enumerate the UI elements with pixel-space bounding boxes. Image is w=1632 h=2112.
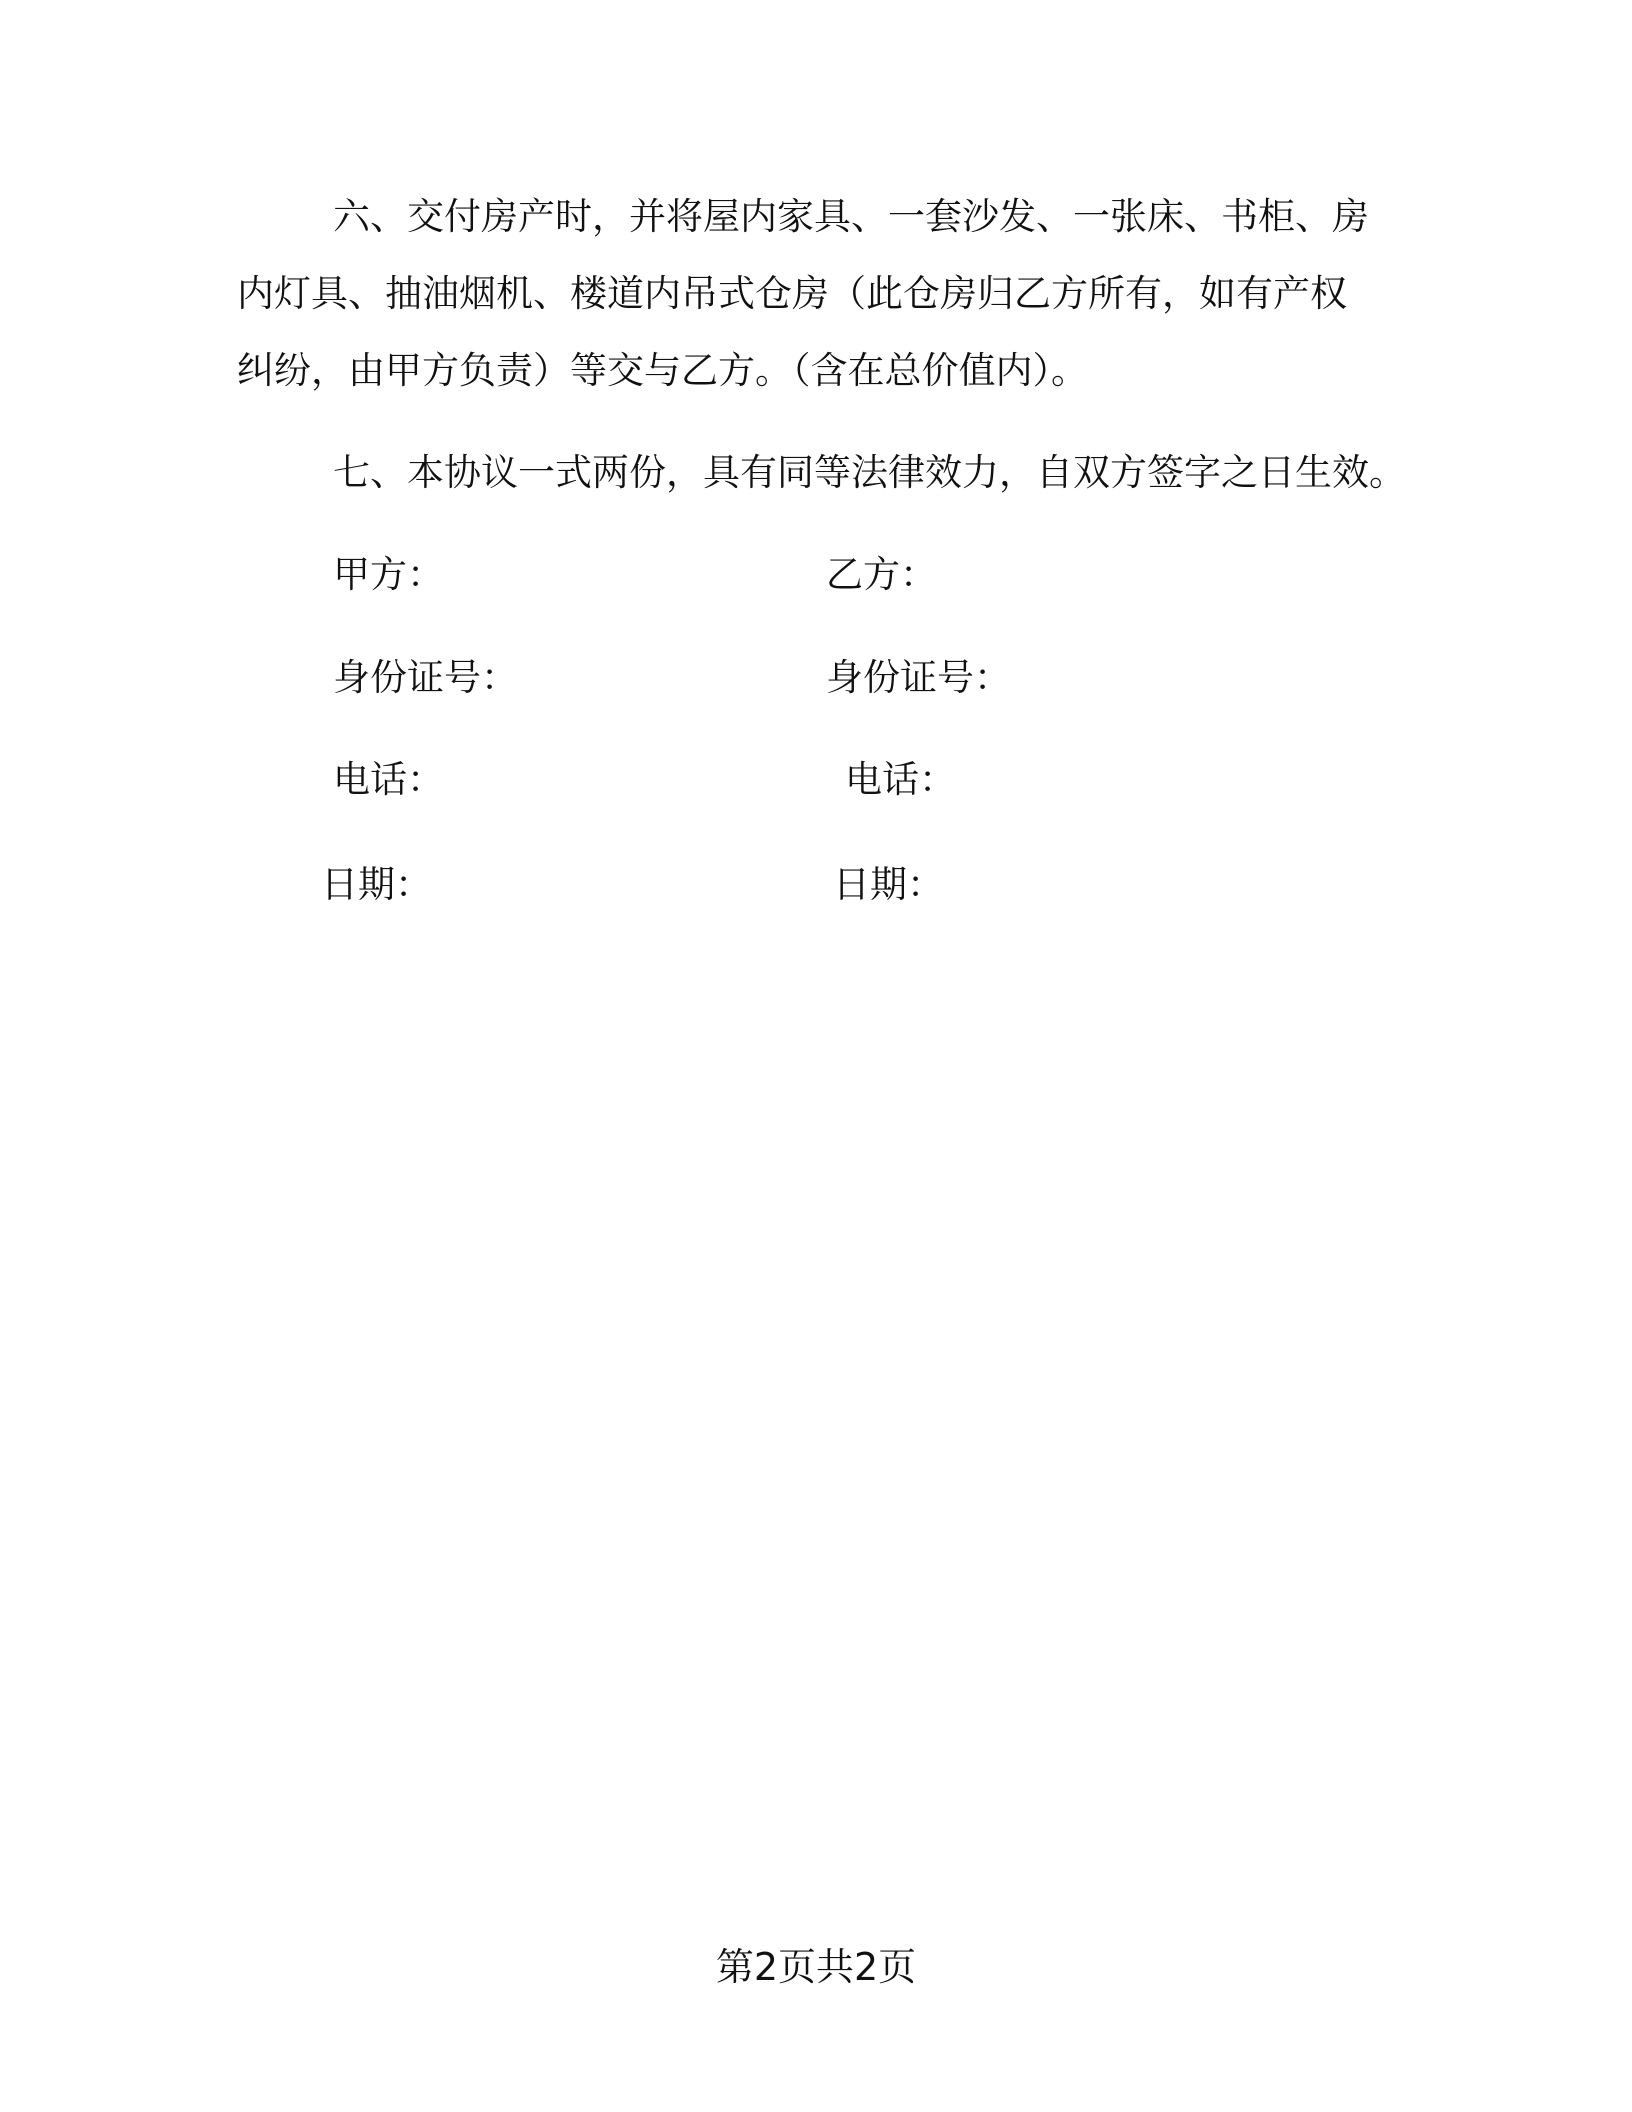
party-b-phone-label: 电话： bbox=[845, 758, 956, 801]
party-b-id-label: 身份证号： bbox=[826, 656, 1011, 699]
party-a-name-label: 甲方： bbox=[333, 553, 444, 596]
clause-6-line-2: 内灯具、抽油烟机、楼道内吊式仓房（此仓房归乙方所有，如有产权 bbox=[237, 272, 1347, 315]
clause-6-line-1: 六、交付房产时，并将屋内家具、一套沙发、一张床、书柜、房 bbox=[333, 195, 1369, 238]
page-number-footer: 第2页共2页 bbox=[715, 1945, 917, 1989]
clause-6-line-3: 纠纷，由甲方负责）等交与乙方。（含在总价值内）。 bbox=[237, 349, 1088, 392]
party-b-date-label: 日期： bbox=[833, 863, 944, 906]
party-a-id-label: 身份证号： bbox=[333, 656, 518, 699]
party-b-name-label: 乙方： bbox=[826, 553, 937, 596]
party-a-date-label: 日期： bbox=[321, 863, 432, 906]
party-a-phone-label: 电话： bbox=[333, 758, 444, 801]
clause-7-line-1: 七、本协议一式两份，具有同等法律效力，自双方签字之日生效。 bbox=[333, 451, 1406, 494]
